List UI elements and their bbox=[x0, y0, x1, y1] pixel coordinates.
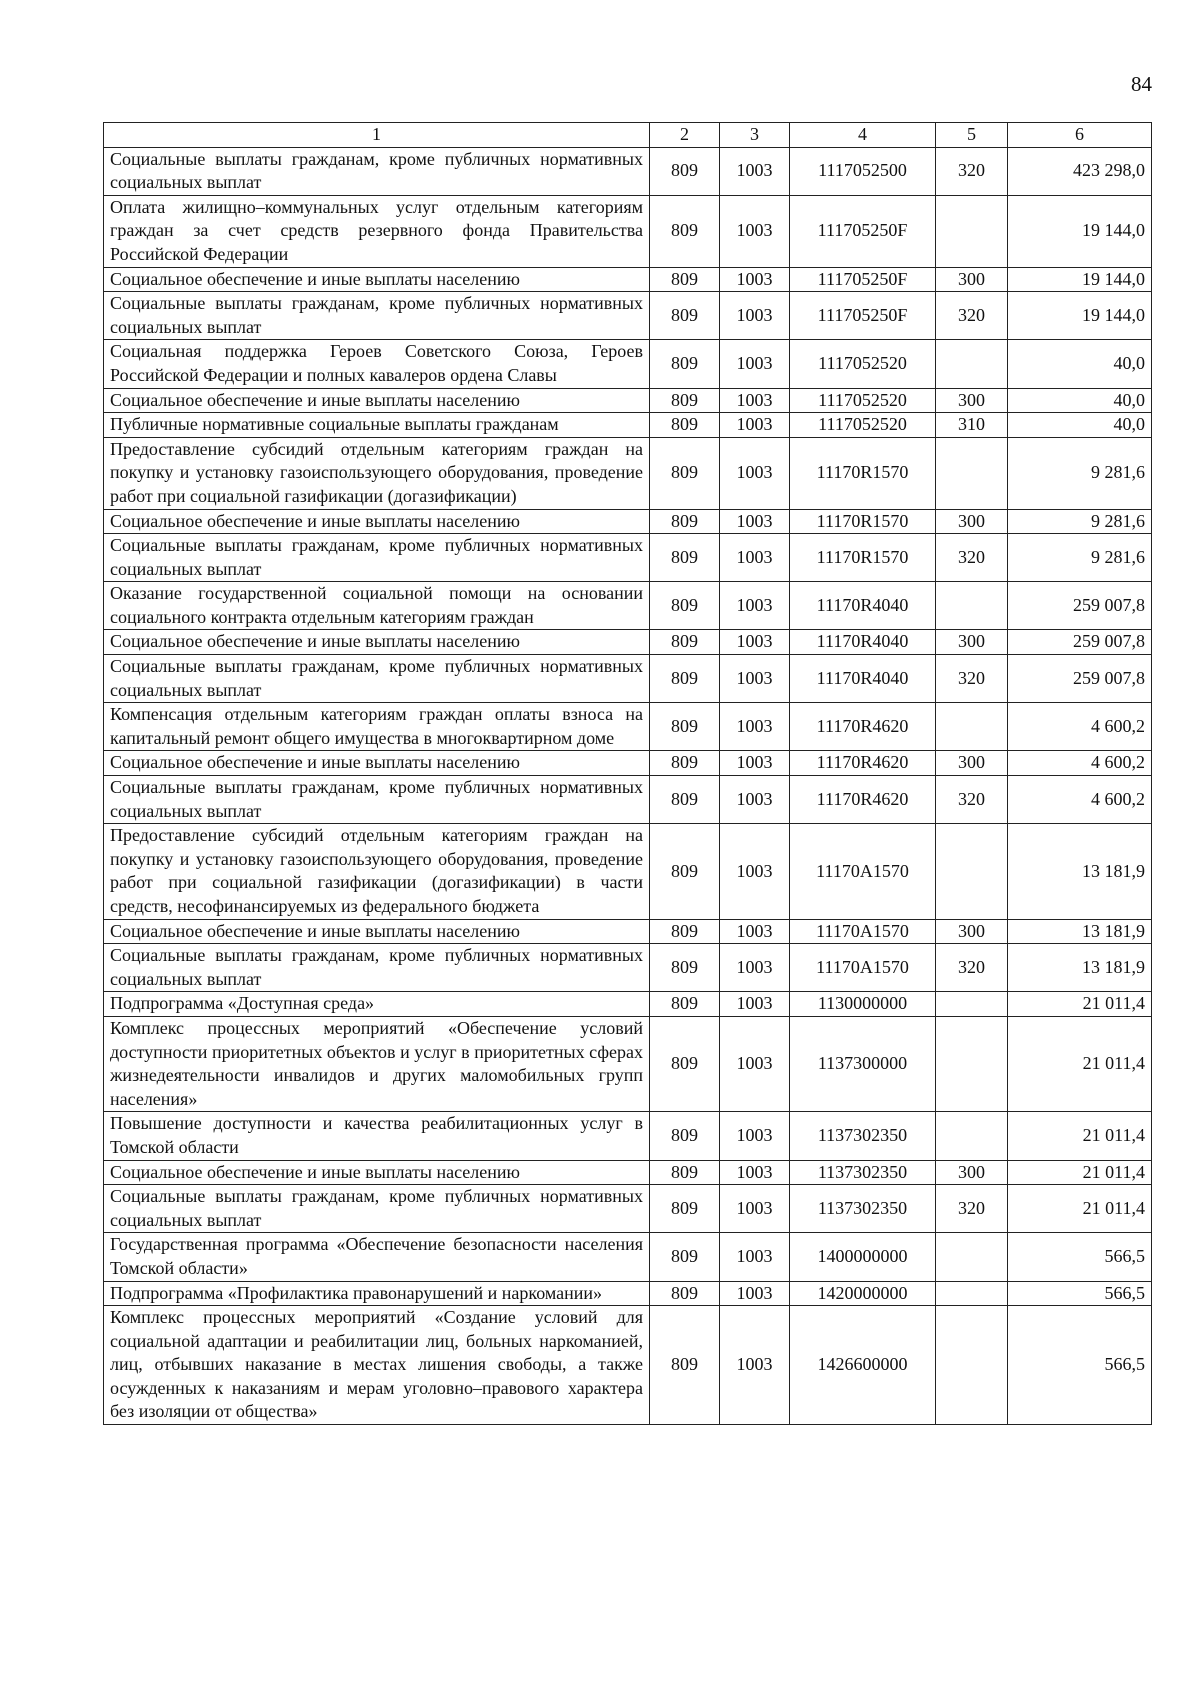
row-target-code: 111705250F bbox=[790, 292, 936, 340]
row-target-code: 11170R1570 bbox=[790, 437, 936, 509]
row-expense-kind bbox=[936, 992, 1008, 1017]
row-amount: 423 298,0 bbox=[1008, 147, 1152, 195]
row-description: Комплекс процессных мероприятий «Создание условий для социальной адаптации и реабилитации лиц, больных наркоманией, лиц, отбывших наказание в местах лишения свободы, а также осужденных к наказаниям и мерам уголовно–правового характера без изоляции от общества» bbox=[104, 1306, 650, 1425]
row-section-code: 1003 bbox=[720, 340, 790, 388]
row-expense-kind: 300 bbox=[936, 751, 1008, 776]
row-description: Предоставление субсидий отдельным категориям граждан на покупку и установку газоиспользующего оборудования, проведение работ при социальной газификации (догазификации) bbox=[104, 437, 650, 509]
row-target-code: 11170A1570 bbox=[790, 919, 936, 944]
row-admin-code: 809 bbox=[650, 267, 720, 292]
table-row bbox=[104, 776, 1152, 824]
row-expense-kind: 300 bbox=[936, 1160, 1008, 1185]
table-row bbox=[104, 1306, 1152, 1425]
row-amount: 259 007,8 bbox=[1008, 630, 1152, 655]
table-row bbox=[104, 534, 1152, 582]
row-expense-kind: 300 bbox=[936, 267, 1008, 292]
row-admin-code: 809 bbox=[650, 944, 720, 992]
row-section-code: 1003 bbox=[720, 1160, 790, 1185]
table-row bbox=[104, 340, 1152, 388]
row-expense-kind: 320 bbox=[936, 534, 1008, 582]
row-amount: 4 600,2 bbox=[1008, 776, 1152, 824]
row-expense-kind bbox=[936, 437, 1008, 509]
row-description: Социальное обеспечение и иные выплаты населению bbox=[104, 509, 650, 534]
row-target-code: 1137302350 bbox=[790, 1185, 936, 1233]
column-header-4: 4 bbox=[790, 123, 936, 148]
row-amount: 566,5 bbox=[1008, 1233, 1152, 1281]
table-row bbox=[104, 582, 1152, 630]
row-amount: 9 281,6 bbox=[1008, 437, 1152, 509]
row-description: Социальные выплаты гражданам, кроме публичных нормативных социальных выплат bbox=[104, 655, 650, 703]
column-header-2: 2 bbox=[650, 123, 720, 148]
row-description: Подпрограмма «Доступная среда» bbox=[104, 992, 650, 1017]
table-row bbox=[104, 267, 1152, 292]
row-description: Публичные нормативные социальные выплаты гражданам bbox=[104, 413, 650, 438]
row-admin-code: 809 bbox=[650, 992, 720, 1017]
table-body bbox=[104, 147, 1152, 1424]
row-target-code: 111705250F bbox=[790, 267, 936, 292]
row-target-code: 1420000000 bbox=[790, 1281, 936, 1306]
row-expense-kind bbox=[936, 582, 1008, 630]
row-amount: 21 011,4 bbox=[1008, 1112, 1152, 1160]
row-description: Государственная программа «Обеспечение безопасности населения Томской области» bbox=[104, 1233, 650, 1281]
row-section-code: 1003 bbox=[720, 1185, 790, 1233]
row-target-code: 11170R4040 bbox=[790, 630, 936, 655]
row-expense-kind bbox=[936, 195, 1008, 267]
row-section-code: 1003 bbox=[720, 1112, 790, 1160]
row-amount: 13 181,9 bbox=[1008, 919, 1152, 944]
row-admin-code: 809 bbox=[650, 340, 720, 388]
row-target-code: 1137300000 bbox=[790, 1016, 936, 1111]
row-admin-code: 809 bbox=[650, 534, 720, 582]
row-expense-kind: 320 bbox=[936, 655, 1008, 703]
row-admin-code: 809 bbox=[650, 1281, 720, 1306]
row-expense-kind bbox=[936, 1016, 1008, 1111]
row-section-code: 1003 bbox=[720, 509, 790, 534]
row-target-code: 1426600000 bbox=[790, 1306, 936, 1425]
row-amount: 40,0 bbox=[1008, 413, 1152, 438]
row-section-code: 1003 bbox=[720, 147, 790, 195]
row-section-code: 1003 bbox=[720, 388, 790, 413]
row-target-code: 1400000000 bbox=[790, 1233, 936, 1281]
row-amount: 21 011,4 bbox=[1008, 1160, 1152, 1185]
column-header-1: 1 bbox=[104, 123, 650, 148]
row-target-code: 1117052520 bbox=[790, 388, 936, 413]
row-amount: 566,5 bbox=[1008, 1281, 1152, 1306]
row-expense-kind: 300 bbox=[936, 630, 1008, 655]
row-target-code: 111705250F bbox=[790, 195, 936, 267]
row-section-code: 1003 bbox=[720, 655, 790, 703]
table-row bbox=[104, 703, 1152, 751]
row-amount: 4 600,2 bbox=[1008, 703, 1152, 751]
row-amount: 259 007,8 bbox=[1008, 582, 1152, 630]
row-amount: 19 144,0 bbox=[1008, 292, 1152, 340]
row-description: Социальное обеспечение и иные выплаты населению bbox=[104, 1160, 650, 1185]
row-section-code: 1003 bbox=[720, 292, 790, 340]
row-description: Оплата жилищно–коммунальных услуг отдельным категориям граждан за счет средств резервного фонда Правительства Российской Федерации bbox=[104, 195, 650, 267]
row-section-code: 1003 bbox=[720, 1281, 790, 1306]
row-amount: 13 181,9 bbox=[1008, 944, 1152, 992]
row-admin-code: 809 bbox=[650, 655, 720, 703]
row-description: Социальные выплаты гражданам, кроме публичных нормативных социальных выплат bbox=[104, 292, 650, 340]
row-admin-code: 809 bbox=[650, 919, 720, 944]
row-description: Социальные выплаты гражданам, кроме публичных нормативных социальных выплат bbox=[104, 1185, 650, 1233]
table-row bbox=[104, 413, 1152, 438]
table-row bbox=[104, 1185, 1152, 1233]
row-section-code: 1003 bbox=[720, 195, 790, 267]
row-section-code: 1003 bbox=[720, 413, 790, 438]
row-description: Предоставление субсидий отдельным категориям граждан на покупку и установку газоиспользующего оборудования, проведение работ при социальной газификации (догазификации) в части средств, несофинансируемых из федерального бюджета bbox=[104, 824, 650, 919]
row-description: Компенсация отдельным категориям граждан оплаты взноса на капитальный ремонт общего имущества в многоквартирном доме bbox=[104, 703, 650, 751]
row-amount: 19 144,0 bbox=[1008, 195, 1152, 267]
row-expense-kind: 320 bbox=[936, 292, 1008, 340]
row-section-code: 1003 bbox=[720, 751, 790, 776]
row-admin-code: 809 bbox=[650, 437, 720, 509]
table-row bbox=[104, 509, 1152, 534]
page-number: 84 bbox=[1131, 72, 1152, 96]
row-section-code: 1003 bbox=[720, 824, 790, 919]
row-admin-code: 809 bbox=[650, 388, 720, 413]
table-row bbox=[104, 147, 1152, 195]
row-description: Повышение доступности и качества реабилитационных услуг в Томской области bbox=[104, 1112, 650, 1160]
row-admin-code: 809 bbox=[650, 776, 720, 824]
row-amount: 566,5 bbox=[1008, 1306, 1152, 1425]
row-target-code: 1137302350 bbox=[790, 1112, 936, 1160]
row-description: Социальные выплаты гражданам, кроме публичных нормативных социальных выплат bbox=[104, 534, 650, 582]
row-admin-code: 809 bbox=[650, 1185, 720, 1233]
row-expense-kind: 320 bbox=[936, 776, 1008, 824]
row-target-code: 11170A1570 bbox=[790, 824, 936, 919]
row-amount: 21 011,4 bbox=[1008, 992, 1152, 1017]
row-description: Подпрограмма «Профилактика правонарушений и наркомании» bbox=[104, 1281, 650, 1306]
row-admin-code: 809 bbox=[650, 630, 720, 655]
table-row bbox=[104, 630, 1152, 655]
row-amount: 21 011,4 bbox=[1008, 1016, 1152, 1111]
row-description: Социальное обеспечение и иные выплаты населению bbox=[104, 751, 650, 776]
table-row bbox=[104, 919, 1152, 944]
row-admin-code: 809 bbox=[650, 1306, 720, 1425]
row-section-code: 1003 bbox=[720, 630, 790, 655]
table-row bbox=[104, 1160, 1152, 1185]
row-expense-kind bbox=[936, 1306, 1008, 1425]
row-section-code: 1003 bbox=[720, 582, 790, 630]
row-admin-code: 809 bbox=[650, 824, 720, 919]
row-section-code: 1003 bbox=[720, 1306, 790, 1425]
table-row bbox=[104, 292, 1152, 340]
row-section-code: 1003 bbox=[720, 992, 790, 1017]
row-admin-code: 809 bbox=[650, 1112, 720, 1160]
row-amount: 4 600,2 bbox=[1008, 751, 1152, 776]
row-description: Социальные выплаты гражданам, кроме публичных нормативных социальных выплат bbox=[104, 944, 650, 992]
row-admin-code: 809 bbox=[650, 703, 720, 751]
column-header-5: 5 bbox=[936, 123, 1008, 148]
table-row bbox=[104, 1112, 1152, 1160]
row-target-code: 11170A1570 bbox=[790, 944, 936, 992]
row-admin-code: 809 bbox=[650, 413, 720, 438]
row-target-code: 1130000000 bbox=[790, 992, 936, 1017]
row-expense-kind bbox=[936, 703, 1008, 751]
row-description: Оказание государственной социальной помощи на основании социального контракта отдельным категориям граждан bbox=[104, 582, 650, 630]
row-amount: 40,0 bbox=[1008, 388, 1152, 413]
row-section-code: 1003 bbox=[720, 267, 790, 292]
row-expense-kind bbox=[936, 340, 1008, 388]
row-admin-code: 809 bbox=[650, 147, 720, 195]
row-description: Комплекс процессных мероприятий «Обеспечение условий доступности приоритетных объектов и услуг в приоритетных сферах жизнедеятельности инвалидов и других маломобильных групп населения» bbox=[104, 1016, 650, 1111]
budget-table bbox=[103, 122, 1152, 1425]
column-header-6: 6 bbox=[1008, 123, 1152, 148]
row-amount: 19 144,0 bbox=[1008, 267, 1152, 292]
row-target-code: 1117052520 bbox=[790, 413, 936, 438]
row-section-code: 1003 bbox=[720, 776, 790, 824]
table-row bbox=[104, 195, 1152, 267]
row-target-code: 1137302350 bbox=[790, 1160, 936, 1185]
row-description: Социальное обеспечение и иные выплаты населению bbox=[104, 388, 650, 413]
row-expense-kind: 320 bbox=[936, 1185, 1008, 1233]
table-row bbox=[104, 437, 1152, 509]
row-expense-kind: 300 bbox=[936, 509, 1008, 534]
table-row bbox=[104, 944, 1152, 992]
row-expense-kind bbox=[936, 824, 1008, 919]
row-admin-code: 809 bbox=[650, 1016, 720, 1111]
row-admin-code: 809 bbox=[650, 1160, 720, 1185]
table-row bbox=[104, 992, 1152, 1017]
row-expense-kind: 320 bbox=[936, 944, 1008, 992]
row-description: Социальное обеспечение и иные выплаты населению bbox=[104, 267, 650, 292]
row-target-code: 11170R1570 bbox=[790, 509, 936, 534]
row-target-code: 1117052520 bbox=[790, 340, 936, 388]
table-row bbox=[104, 1281, 1152, 1306]
row-description: Социальное обеспечение и иные выплаты населению bbox=[104, 919, 650, 944]
row-expense-kind bbox=[936, 1112, 1008, 1160]
row-expense-kind: 310 bbox=[936, 413, 1008, 438]
row-target-code: 11170R4620 bbox=[790, 751, 936, 776]
row-section-code: 1003 bbox=[720, 437, 790, 509]
row-admin-code: 809 bbox=[650, 1233, 720, 1281]
row-amount: 9 281,6 bbox=[1008, 534, 1152, 582]
row-amount: 259 007,8 bbox=[1008, 655, 1152, 703]
row-admin-code: 809 bbox=[650, 509, 720, 534]
row-admin-code: 809 bbox=[650, 292, 720, 340]
row-description: Социальная поддержка Героев Советского Союза, Героев Российской Федерации и полных кавалеров ордена Славы bbox=[104, 340, 650, 388]
row-section-code: 1003 bbox=[720, 1016, 790, 1111]
row-expense-kind: 300 bbox=[936, 919, 1008, 944]
row-target-code: 11170R4620 bbox=[790, 703, 936, 751]
table-row bbox=[104, 1016, 1152, 1111]
row-target-code: 11170R4040 bbox=[790, 582, 936, 630]
table-row bbox=[104, 1233, 1152, 1281]
row-section-code: 1003 bbox=[720, 703, 790, 751]
row-expense-kind: 320 bbox=[936, 147, 1008, 195]
row-section-code: 1003 bbox=[720, 944, 790, 992]
row-admin-code: 809 bbox=[650, 195, 720, 267]
row-description: Социальные выплаты гражданам, кроме публичных нормативных социальных выплат bbox=[104, 147, 650, 195]
table-row bbox=[104, 388, 1152, 413]
row-section-code: 1003 bbox=[720, 534, 790, 582]
table-header-row bbox=[104, 123, 1152, 148]
row-amount: 40,0 bbox=[1008, 340, 1152, 388]
row-amount: 21 011,4 bbox=[1008, 1185, 1152, 1233]
table-row bbox=[104, 655, 1152, 703]
row-target-code: 1117052500 bbox=[790, 147, 936, 195]
table-row bbox=[104, 824, 1152, 919]
row-expense-kind: 300 bbox=[936, 388, 1008, 413]
row-amount: 9 281,6 bbox=[1008, 509, 1152, 534]
table-row bbox=[104, 751, 1152, 776]
row-section-code: 1003 bbox=[720, 919, 790, 944]
row-section-code: 1003 bbox=[720, 1233, 790, 1281]
row-description: Социальные выплаты гражданам, кроме публичных нормативных социальных выплат bbox=[104, 776, 650, 824]
row-target-code: 11170R1570 bbox=[790, 534, 936, 582]
column-header-3: 3 bbox=[720, 123, 790, 148]
row-admin-code: 809 bbox=[650, 751, 720, 776]
row-expense-kind bbox=[936, 1233, 1008, 1281]
row-target-code: 11170R4620 bbox=[790, 776, 936, 824]
row-admin-code: 809 bbox=[650, 582, 720, 630]
row-expense-kind bbox=[936, 1281, 1008, 1306]
row-description: Социальное обеспечение и иные выплаты населению bbox=[104, 630, 650, 655]
row-target-code: 11170R4040 bbox=[790, 655, 936, 703]
row-amount: 13 181,9 bbox=[1008, 824, 1152, 919]
